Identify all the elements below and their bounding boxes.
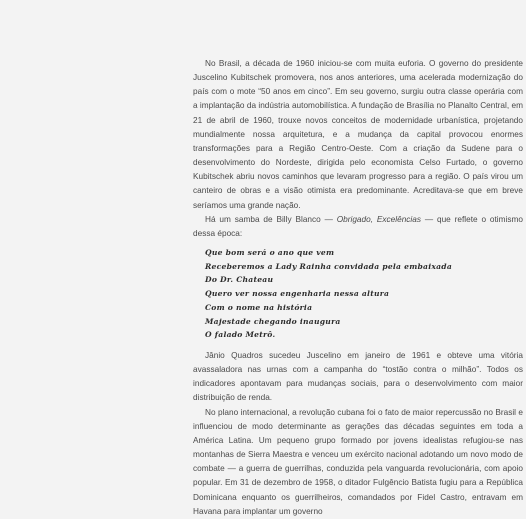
samba-intro-before: Há um samba de Billy Blanco —	[205, 214, 337, 224]
lyric-line: Com o nome na história	[205, 302, 313, 312]
lyric-line: Do Dr. Chateau	[205, 275, 274, 285]
paragraph-juscelino: No Brasil, a década de 1960 iniciou-se com muita euforia. O governo do presidente Juscelino Kubitschek promovera, nos anos anteriores, uma acelerada modernização do país com o mote “50 anos em cinco”. Em seu governo, surgiu outra classe operária com a implantação da indústria automobilística. A fundação de Brasília no Planalto Central, em 21 de abril de 1960, trouxe novos conceitos de modernidade urbanística, projetando mundialmente nossa arquitetura, e a mudança da capital provocou enormes transformações para a Região Centro-Oeste. Com a criação da Sudene para o desenvolvimento do Nordeste, dirigida pelo economista Celso Furtado, o governo Kubitschek abriu novos caminhos que levaram progresso para a região. O país virou um canteiro de obras e a visão otimista era predominante. Acreditava-se que em breve seríamos uma grande nação.	[193, 59, 523, 210]
lyric-line: Que bom será o ano que vem	[205, 248, 335, 258]
lyric-line: Majestade chegando inaugura	[205, 316, 341, 326]
lyric-line: Receberemos a Lady Rainha convidada pela embaixada	[205, 261, 453, 271]
paragraph-samba-intro	[193, 213, 523, 241]
paragraph-janio: Jânio Quadros sucedeu Juscelino em janeiro de 1961 e obteve uma vitória avassaladora nas urnas com a campanha do “tostão contra o milhão”. Todos os indicadores apontavam para mudanças sociais, para o desenvolvimento com maior distribuição de renda.	[193, 350, 523, 403]
samba-intro-after: — que reflete o otimismo dessa época:	[193, 214, 523, 238]
song-lyrics-quote	[205, 241, 523, 349]
lyric-line: Quero ver nossa engenharia nessa altura	[205, 289, 390, 299]
paragraph-cuban-revolution: No plano internacional, a revolução cubana foi o fato de maior repercussão no Brasil e influenciou de modo determinante as gerações das décadas seguintes em toda a América Latina. Um pequeno grupo formado por jovens idealistas refugiou-se nas montanhas de Sierra Maestra e venceu um exército nacional adotando um novo modo de combate — a guerra de guerrilhas, conduzida pela vanguarda revolucionária, com apoio popular. Em 31 de dezembro de 1958, o ditador Fulgêncio Batista fugiu para a República Dominicana enquanto os guerrilheiros, comandados por Fidel Castro, entravam em Havana para implantar um governo	[193, 407, 523, 516]
page-body	[193, 57, 523, 519]
song-title: Obrigado, Excelências	[336, 214, 422, 224]
lyric-line: O falado Metrô.	[205, 330, 276, 340]
